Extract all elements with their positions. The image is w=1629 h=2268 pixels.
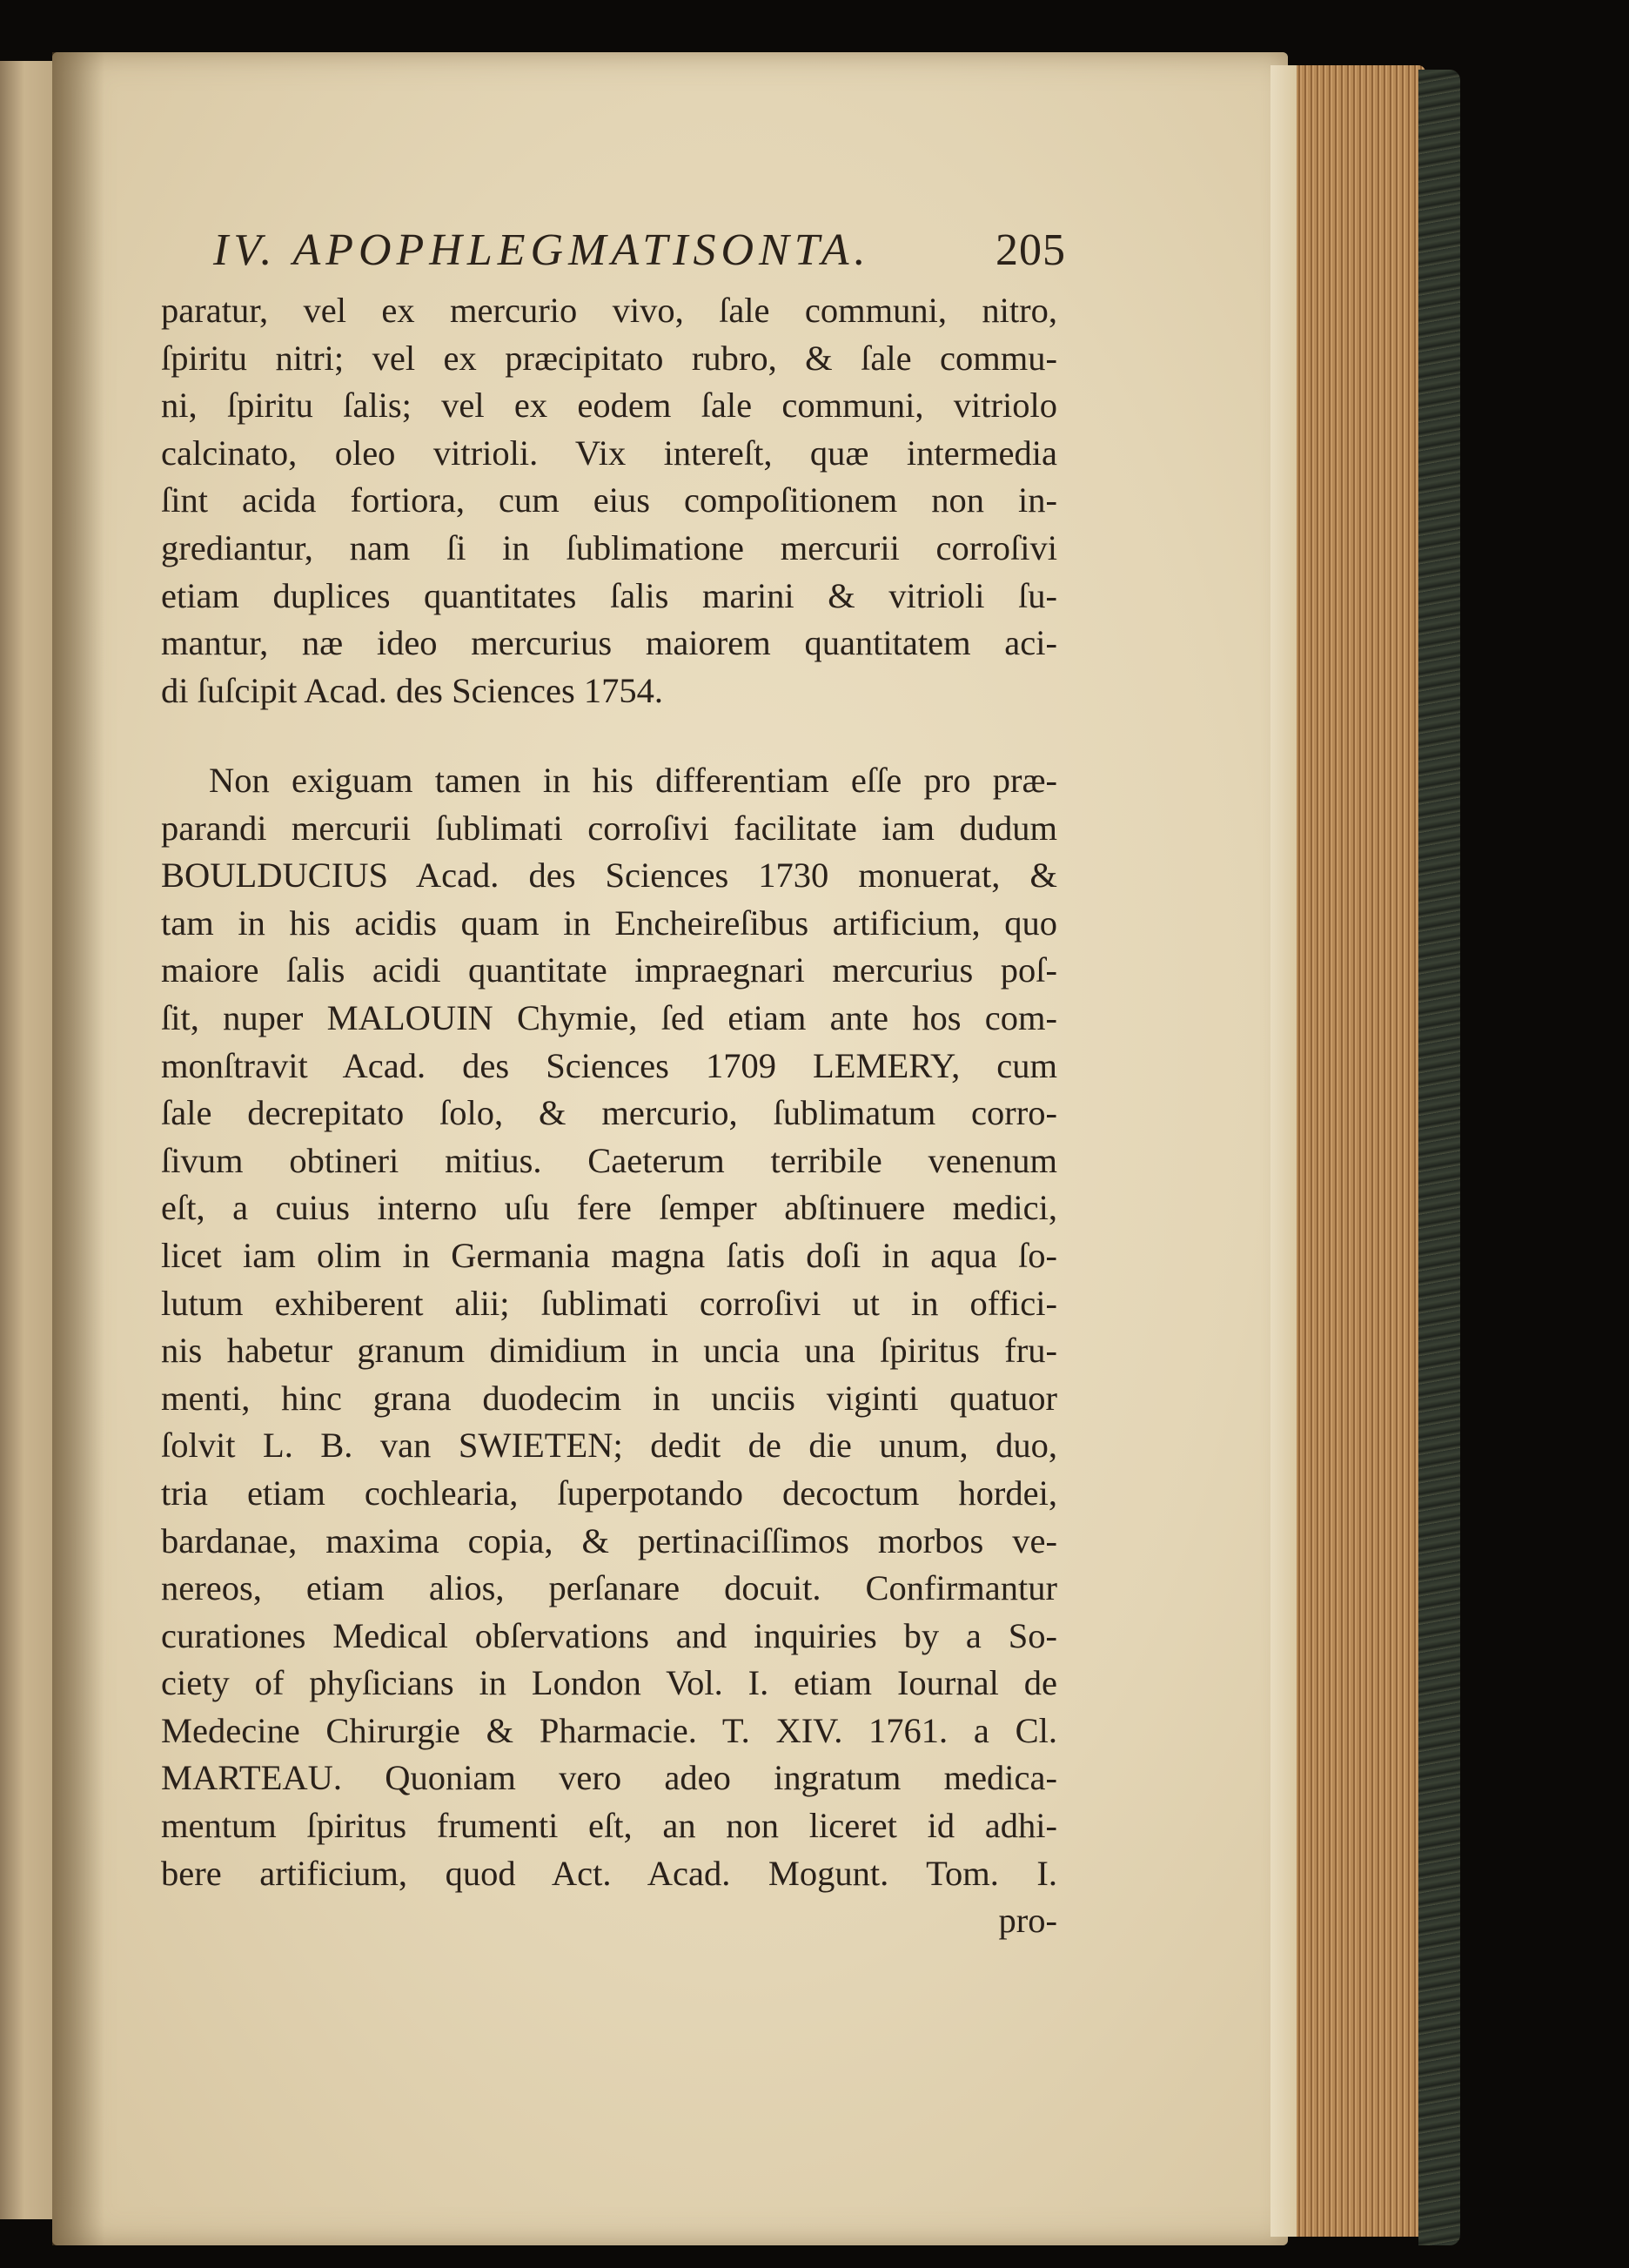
catchword: pro- (998, 1901, 1057, 1941)
text-line: grediantur, nam ſi in ſublimatione mercurii corroſivi (161, 527, 1057, 567)
text-line: licet iam olim in Germania magna ſatis doſi in aqua ſo- (161, 1235, 1057, 1275)
text-line: di ſuſcipit Acad. des Sciences 1754. (161, 670, 664, 710)
text-line: BOULDUCIUS Acad. des Sciences 1730 monuerat, & (161, 856, 1057, 896)
text-line: ſivum obtineri mitius. Caeterum terribile venenum (161, 1140, 1057, 1180)
running-head (213, 225, 1066, 277)
text-line: maiore ſalis acidi quantitate impraegnari mercurius poſ- (161, 950, 1057, 990)
text-line: bere artificium, quod Act. Acad. Mogunt. Tom. I. (161, 1853, 1057, 1893)
text-line: MARTEAU. Quoniam vero adeo ingratum medica- (161, 1758, 1057, 1798)
text-line: tam in his acidis quam in Encheireſibus artificium, quo (161, 903, 1057, 943)
paragraph-1 (161, 287, 1057, 715)
page-number: 205 (996, 225, 1066, 275)
text-line: bardanae, maxima copia, & pertinaciſſimos morbos ve- (161, 1520, 1057, 1560)
text-line: mentum ſpiritus frumenti eſt, an non liceret id adhi- (161, 1806, 1057, 1846)
text-line: ſit, nuper MALOUIN Chymie, ſed etiam ante hos com- (161, 997, 1057, 1037)
text-line: nis habetur granum dimidium in uncia una ſpiritus fru- (161, 1331, 1057, 1371)
page-stack-inner (1270, 65, 1297, 2237)
cover-board (1418, 70, 1460, 2245)
text-line: ni, ſpiritu ſalis; vel ex eodem ſale communi, vitriolo (161, 386, 1057, 426)
text-line: ſale decrepitato ſolo, & mercurio, ſublimatum corro- (161, 1093, 1057, 1133)
text-line: curationes Medical obſervations and inquiries by a So- (161, 1615, 1057, 1655)
gutter-shadow (52, 52, 104, 2245)
running-head-title: IV. APOPHLEGMATISONTA. (213, 225, 871, 275)
text-line: Non exiguam tamen in his differentiam eſſe pro præ- (209, 761, 1057, 800)
text-line: tria etiam cochlearia, ſuperpotando decoctum hordei, (161, 1473, 1057, 1513)
paragraph-2 (161, 757, 1057, 1945)
text-line: Medecine Chirurgie & Pharmacie. T. XIV. 1761. a Cl. (161, 1710, 1057, 1750)
text-line: ſolvit L. B. van SWIETEN; dedit de die unum, duo, (161, 1426, 1057, 1466)
text-line: menti, hinc grana duodecim in unciis viginti quatuor (161, 1378, 1057, 1418)
text-line: paratur, vel ex mercurio vivo, ſale communi, nitro, (161, 291, 1057, 330)
text-line: parandi mercurii ſublimati corroſivi facilitate iam dudum (161, 808, 1057, 848)
text-line: etiam duplices quantitates ſalis marini & vitrioli ſu- (161, 575, 1057, 615)
text-line: ciety of phyſicians in London Vol. I. etiam Iournal de (161, 1663, 1057, 1703)
text-line: eſt, a cuius interno uſu fere ſemper abſtinuere medici, (161, 1188, 1057, 1228)
text-line: ſint acida fortiora, cum eius compoſitionem non in- (161, 480, 1057, 520)
text-line: mantur, næ ideo mercurius maiorem quantitatem aci- (161, 623, 1057, 663)
text-line: nereos, etiam alios, perſanare docuit. Confirmantur (161, 1568, 1057, 1608)
text-line: monſtravit Acad. des Sciences 1709 LEMERY, cum (161, 1045, 1057, 1085)
text-line: calcinato, oleo vitrioli. Vix intereſt, quæ intermedia (161, 433, 1057, 473)
text-line: ſpiritu nitri; vel ex præcipitato rubro, & ſale commu- (161, 338, 1057, 378)
page-stack-edges (1277, 65, 1425, 2237)
text-line: lutum exhiberent alii; ſublimati corroſivi ut in offici- (161, 1283, 1057, 1323)
